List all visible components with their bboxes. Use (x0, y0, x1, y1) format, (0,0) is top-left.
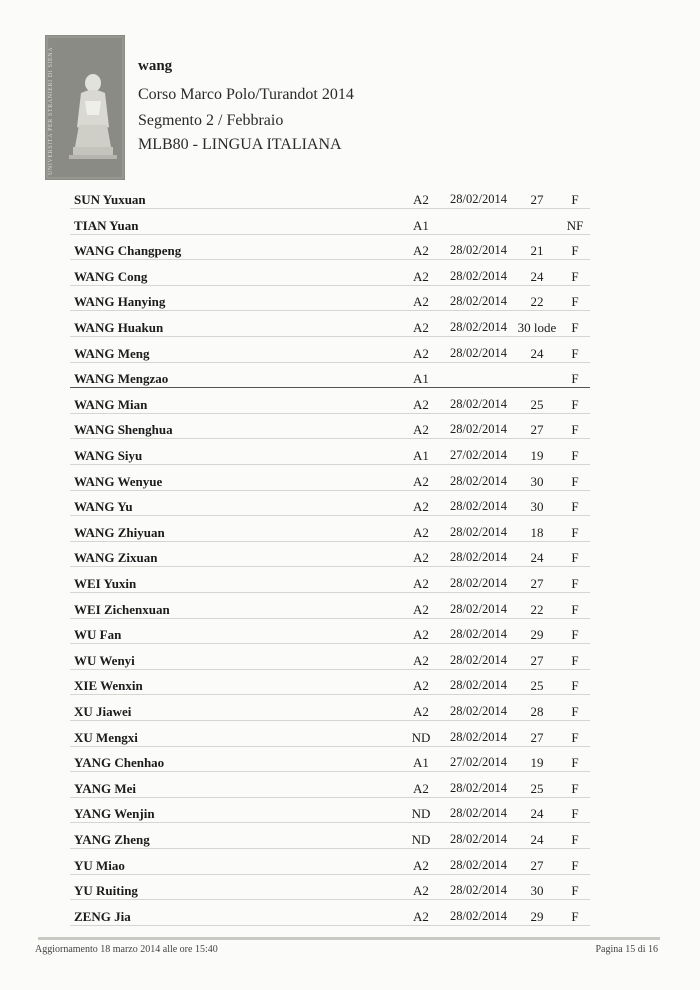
course-title: Corso Marco Polo/Turandot 2014 (138, 86, 354, 103)
exam-date-cell: 28/02/2014 (450, 396, 507, 411)
student-name: XU Mengxi (74, 729, 138, 745)
row-divider (70, 464, 590, 465)
level-cell: A2 (413, 294, 429, 310)
row-divider (70, 643, 590, 644)
table-row (0, 778, 700, 804)
student-name: WANG Yu (74, 499, 133, 515)
university-logo (45, 35, 125, 180)
result-cell: F (571, 908, 579, 924)
score-cell: 24 (530, 806, 544, 822)
exam-date-cell: 28/02/2014 (450, 729, 507, 744)
student-name: WANG Siyu (74, 448, 143, 463)
result-cell: F (571, 499, 579, 515)
row-divider (70, 925, 590, 926)
result-cell: NF (566, 217, 584, 233)
row-divider (70, 746, 590, 747)
exam-date-cell: 28/02/2014 (450, 345, 507, 360)
level-cell: A2 (413, 524, 429, 540)
level-cell: A2 (413, 192, 429, 207)
table-row (0, 215, 700, 241)
score-cell: 27 (530, 857, 544, 873)
score-cell: 21 (530, 243, 544, 259)
score-cell: 22 (530, 294, 544, 310)
row-divider (70, 310, 590, 311)
row-divider (70, 874, 590, 875)
student-name: WU Fan (74, 627, 122, 643)
exam-date-cell: 27/02/2014 (450, 755, 507, 770)
exam-date-cell: 28/02/2014 (450, 908, 507, 923)
footer-divider (38, 937, 660, 940)
student-name: YANG Zheng (74, 832, 150, 847)
student-name: XIE Wenxin (74, 678, 143, 694)
table-row (0, 650, 700, 676)
score-cell: 25 (530, 780, 544, 796)
level-cell: A1 (413, 448, 429, 463)
result-cell: F (571, 601, 579, 617)
level-cell: A2 (413, 780, 429, 796)
segment-label: Segmento 2 / Febbraio (138, 112, 284, 129)
exam-date-cell: 28/02/2014 (450, 422, 507, 437)
student-name: WEI Zichenxuan (74, 601, 170, 617)
row-divider (70, 285, 590, 286)
exam-date-cell: 28/02/2014 (450, 678, 507, 693)
table-row (0, 803, 700, 829)
level-cell: A2 (413, 396, 429, 412)
result-cell: F (571, 345, 579, 361)
row-divider (70, 387, 590, 388)
exam-date-cell: 28/02/2014 (450, 499, 507, 514)
row-divider (70, 234, 590, 235)
table-row (0, 189, 700, 215)
table-row (0, 752, 700, 778)
level-cell: A2 (413, 576, 429, 591)
student-name: WANG Mengzao (74, 371, 169, 387)
row-divider (70, 336, 590, 337)
row-divider (70, 669, 590, 670)
level-cell: A2 (413, 652, 429, 668)
row-divider (70, 541, 590, 542)
table-row (0, 496, 700, 522)
exam-date-cell: 28/02/2014 (450, 294, 507, 309)
row-divider (70, 362, 590, 363)
table-row (0, 675, 700, 701)
student-name: WANG Meng (74, 345, 150, 361)
result-cell: F (571, 729, 579, 745)
table-row (0, 266, 700, 292)
row-divider (70, 490, 590, 491)
exam-date-cell: 28/02/2014 (450, 652, 507, 667)
student-name: YANG Mei (74, 780, 136, 796)
level-cell: A1 (413, 755, 429, 771)
score-cell: 18 (530, 524, 544, 540)
score-cell: 27 (530, 652, 544, 668)
score-cell: 27 (530, 576, 544, 591)
table-row (0, 471, 700, 497)
level-cell: A2 (413, 422, 429, 438)
result-cell: F (571, 448, 579, 463)
student-name: WANG Changpeng (74, 243, 182, 259)
student-name: TIAN Yuan (74, 217, 139, 233)
table-row (0, 701, 700, 727)
table-row (0, 445, 700, 471)
level-cell: ND (411, 729, 431, 745)
level-cell: A1 (413, 217, 429, 233)
level-cell: A2 (413, 857, 429, 873)
statue-icon (45, 35, 125, 180)
score-cell: 25 (530, 678, 544, 694)
exam-date-cell: 28/02/2014 (450, 550, 507, 565)
row-divider (70, 566, 590, 567)
result-cell: F (571, 192, 579, 207)
score-cell: 30 lode (517, 320, 557, 335)
score-cell: 24 (530, 550, 544, 566)
score-cell: 30 (530, 473, 544, 489)
student-name: YANG Chenhao (74, 755, 165, 771)
table-row (0, 624, 700, 650)
table-row (0, 343, 700, 369)
table-row (0, 394, 700, 420)
table-row (0, 522, 700, 548)
student-name: WU Wenyi (74, 652, 135, 668)
student-name: ZENG Jia (74, 908, 131, 924)
result-cell: F (571, 550, 579, 566)
exam-date-cell: 27/02/2014 (450, 448, 507, 462)
exam-date-cell: 28/02/2014 (450, 857, 507, 872)
score-cell: 22 (530, 601, 544, 617)
level-cell: A2 (413, 243, 429, 259)
exam-date-cell: 28/02/2014 (450, 780, 507, 795)
student-name: WEI Yuxin (74, 576, 137, 591)
student-name: WANG Hanying (74, 294, 166, 310)
result-cell: F (571, 268, 579, 284)
student-name: YU Miao (74, 857, 125, 873)
exam-date-cell: 28/02/2014 (450, 524, 507, 539)
result-cell: F (571, 422, 579, 438)
score-cell: 19 (530, 448, 544, 463)
level-cell: A2 (413, 473, 429, 489)
score-cell: 24 (530, 832, 544, 847)
exam-date-cell: 28/02/2014 (450, 268, 507, 283)
exam-date-cell: 28/02/2014 (450, 806, 507, 821)
row-divider (70, 618, 590, 619)
score-cell: 30 (530, 499, 544, 515)
result-cell: F (571, 704, 579, 719)
row-divider (70, 822, 590, 823)
exam-date-cell: 28/02/2014 (450, 243, 507, 258)
student-name: WANG Shenghua (74, 422, 173, 438)
logo-text: UNIVERSITÀ PER STRANIERI DI SIENA (48, 46, 54, 175)
exam-date-cell: 28/02/2014 (450, 473, 507, 488)
table-row (0, 599, 700, 625)
row-divider (70, 771, 590, 772)
row-divider (70, 899, 590, 900)
result-cell: F (571, 883, 579, 899)
level-cell: A2 (413, 627, 429, 643)
course-code: MLB80 - LINGUA ITALIANA (138, 136, 342, 153)
level-cell: A2 (413, 908, 429, 924)
table-row (0, 573, 700, 599)
student-name: YANG Wenjin (74, 806, 155, 822)
level-cell: A2 (413, 704, 429, 719)
student-name: WANG Mian (74, 396, 148, 412)
student-name: WANG Zhiyuan (74, 524, 165, 540)
exam-date-cell: 28/02/2014 (450, 320, 507, 334)
row-divider (70, 797, 590, 798)
result-cell: F (571, 806, 579, 822)
score-cell: 19 (530, 755, 544, 771)
level-cell: A2 (413, 678, 429, 694)
result-cell: F (571, 832, 579, 847)
row-divider (70, 694, 590, 695)
row-divider (70, 413, 590, 414)
result-cell: F (571, 627, 579, 643)
student-name: WANG Zixuan (74, 550, 158, 566)
row-divider (70, 259, 590, 260)
exam-date-cell: 28/02/2014 (450, 627, 507, 642)
row-divider (70, 208, 590, 209)
user-name: wang (138, 58, 173, 74)
score-cell: 24 (530, 268, 544, 284)
score-cell: 29 (530, 627, 544, 643)
result-cell: F (571, 320, 579, 335)
level-cell: A2 (413, 883, 429, 899)
score-cell: 27 (530, 729, 544, 745)
exam-date-cell: 28/02/2014 (450, 883, 507, 898)
exam-date-cell: 28/02/2014 (450, 601, 507, 616)
score-cell: 24 (530, 345, 544, 361)
score-cell: 27 (530, 192, 544, 207)
result-cell: F (571, 780, 579, 796)
level-cell: A2 (413, 601, 429, 617)
page-number: Pagina 15 di 16 (595, 944, 658, 955)
result-cell: F (571, 652, 579, 668)
level-cell: ND (411, 806, 431, 822)
table-row (0, 727, 700, 753)
table-row (0, 317, 700, 343)
table-row (0, 829, 700, 855)
table-row (0, 855, 700, 881)
level-cell: A1 (413, 371, 429, 387)
table-row (0, 291, 700, 317)
exam-date-cell: 28/02/2014 (450, 576, 507, 590)
result-cell: F (571, 243, 579, 259)
score-cell: 28 (530, 704, 544, 719)
result-cell: F (571, 473, 579, 489)
table-row (0, 547, 700, 573)
level-cell: A2 (413, 268, 429, 284)
score-cell: 30 (530, 883, 544, 899)
result-cell: F (571, 857, 579, 873)
row-divider (70, 515, 590, 516)
update-timestamp: Aggiornamento 18 marzo 2014 alle ore 15:40 (35, 944, 218, 955)
score-cell: 27 (530, 422, 544, 438)
student-name: YU Ruiting (74, 883, 138, 899)
score-cell: 29 (530, 908, 544, 924)
level-cell: A2 (413, 550, 429, 566)
level-cell: A2 (413, 345, 429, 361)
score-cell: 25 (530, 396, 544, 412)
row-divider (70, 848, 590, 849)
table-row (0, 368, 700, 394)
exam-date-cell: 28/02/2014 (450, 192, 507, 206)
student-name: WANG Wenyue (74, 473, 163, 489)
level-cell: A2 (413, 320, 429, 335)
row-divider (70, 720, 590, 721)
table-row (0, 240, 700, 266)
student-name: XU Jiawei (74, 704, 132, 719)
row-divider (70, 438, 590, 439)
result-cell: F (571, 371, 579, 387)
result-cell: F (571, 755, 579, 771)
result-cell: F (571, 524, 579, 540)
result-cell: F (571, 576, 579, 591)
result-cell: F (571, 294, 579, 310)
level-cell: A2 (413, 499, 429, 515)
exam-date-cell: 28/02/2014 (450, 704, 507, 718)
result-cell: F (571, 396, 579, 412)
table-row (0, 419, 700, 445)
exam-date-cell: 28/02/2014 (450, 832, 507, 846)
level-cell: ND (411, 832, 431, 847)
student-name: WANG Cong (74, 268, 148, 284)
table-row (0, 880, 700, 906)
row-divider (70, 592, 590, 593)
student-name: WANG Huakun (74, 320, 164, 335)
student-name: SUN Yuxuan (74, 192, 146, 207)
table-row (0, 906, 700, 932)
result-cell: F (571, 678, 579, 694)
